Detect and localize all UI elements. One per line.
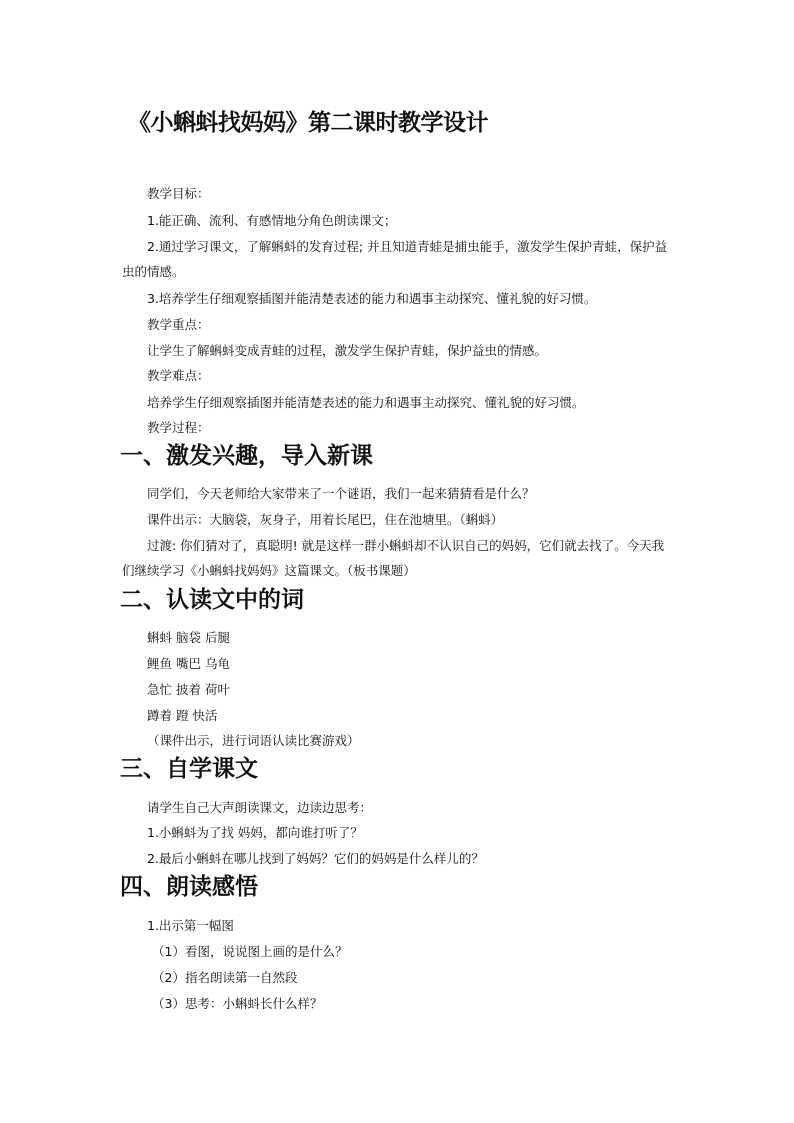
section-3-heading: 三、自学课文 <box>120 755 258 782</box>
section-4-heading: 四、朗读感悟 <box>120 873 258 900</box>
key-points-label: 教学重点： <box>147 317 210 332</box>
section-2-note: （课件出示，进行词语认读比赛游戏） <box>147 733 360 748</box>
section-1-paragraph-3-line-1: 过渡: 你们猜对了，真聪明! 就是这样一群小蝌蚪却不认识自己的妈妈，它们就去找了。今天我 <box>147 538 665 553</box>
objective-item-3: 3.培养学生仔细观察插图并能清楚表述的能力和遇事主动探究、懂礼貌的好习惯。 <box>147 291 597 306</box>
word-row-3: 急忙 披着 荷叶 <box>147 682 230 697</box>
objective-item-2-line-1: 2.通过学习课文，了解蝌蚪的发育过程; 并且知道青蛙是捕虫能手，激发学生保护青蛙，保护益 <box>147 239 668 254</box>
section-3-question-2: 2.最后小蝌蚪在哪儿找到了妈妈？它们的妈妈是什么样儿的？ <box>147 851 484 866</box>
document-title: 《小蝌蚪找妈妈》第二课时教学设计 <box>128 110 488 136</box>
word-row-4: 蹲着 蹬 快活 <box>147 708 218 723</box>
section-1-paragraph-1: 同学们，今天老师给大家带来了一个谜语，我们一起来猜猜看是什么？ <box>147 486 535 501</box>
section-1-paragraph-2: 课件出示：大脑袋，灰身子，用着长尾巴，住在池塘里。（蝌蚪） <box>147 512 504 527</box>
word-row-1: 蝌蚪 脑袋 后腿 <box>147 630 230 645</box>
section-4-step-2: （2）指名朗读第一自然段 <box>152 970 298 985</box>
section-4-step-3: （3）思考：小蝌蚪长什么样？ <box>152 996 323 1011</box>
objectives-label: 教学目标： <box>147 186 210 201</box>
section-4-paragraph-1: 1.出示第一幅图 <box>147 918 234 933</box>
section-3-paragraph-1: 请学生自己大声朗读课文，边读边思考： <box>147 800 373 815</box>
objective-item-2-line-2: 虫的情感。 <box>122 264 185 279</box>
difficult-points-text: 培养学生仔细观察插图并能清楚表述的能力和遇事主动探究、懂礼貌的好习惯。 <box>147 395 585 410</box>
section-1-paragraph-3-line-2: 们继续学习《小蝌蚪找妈妈》这篇课文。（板书课题） <box>122 563 416 578</box>
section-4-step-1: （1）看图，说说图上画的是什么？ <box>152 944 348 959</box>
objective-item-1: 1.能正确、流利、有感情地分角色朗读课文； <box>147 213 397 228</box>
section-3-question-1: 1.小蝌蚪为了找 妈妈，都向谁打听了？ <box>147 825 363 840</box>
section-1-heading: 一、激发兴趣，导入新课 <box>120 442 373 469</box>
process-label: 教学过程： <box>147 420 210 435</box>
difficult-points-label: 教学难点： <box>147 368 210 383</box>
section-2-heading: 二、认读文中的词 <box>120 586 304 613</box>
key-points-text: 让学生了解蝌蚪变成青蛙的过程，激发学生保护青蛙，保护益虫的情感。 <box>147 343 548 358</box>
word-row-2: 鲤鱼 嘴巴 乌龟 <box>147 656 230 671</box>
